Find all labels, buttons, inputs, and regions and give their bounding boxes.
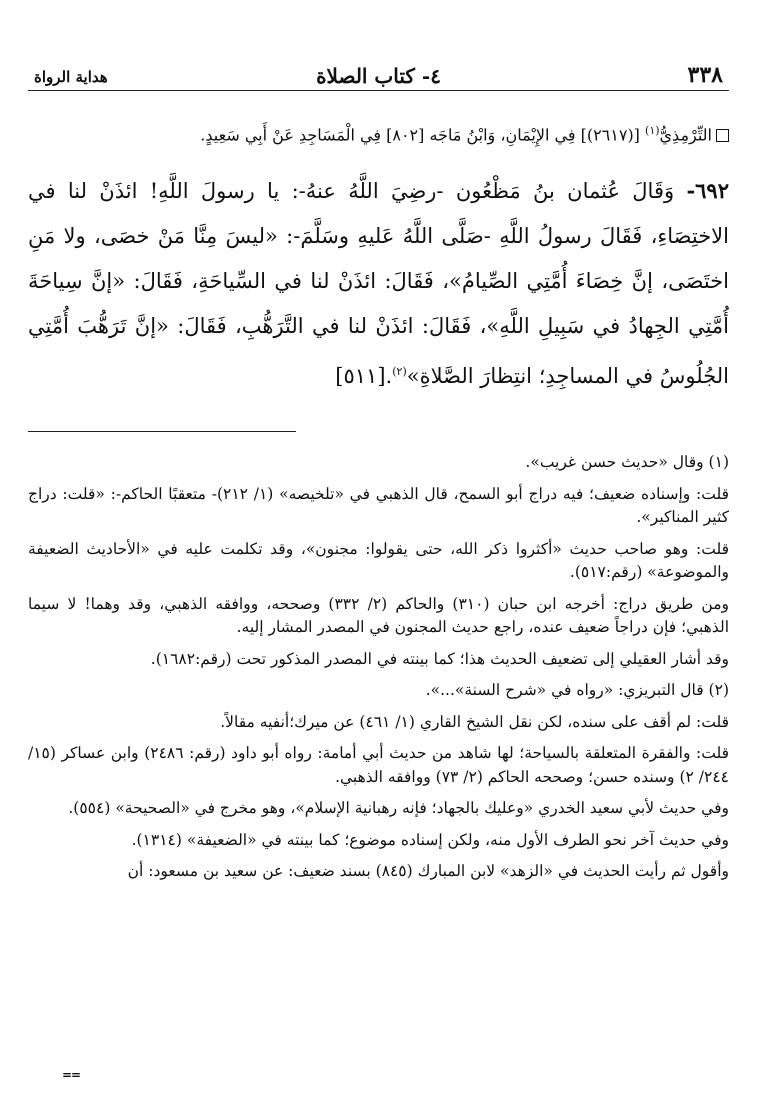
footnote-ref-2: (٢)	[392, 365, 407, 378]
footnote-paragraph: قلت: وإسناده ضعيف؛ فيه دراج أبو السمح، قال الذهبي في «تلخيصه» (١/ ٢١٢)- متعقبًا الحاكم-: «قلت: دراج كثير المناكير».	[28, 484, 729, 526]
footnote-paragraph: ومن طريق دراج: أخرجه ابن حبان (٣١٠) والحاكم (٢/ ٣٣٢) وصححه، ووافقه الذهبي، وقد وهما! لا سيما الذهبي؛ فإن دراجاً ضعيف عنده، راجع حديث المجنون في المصدر المشار إليه.	[28, 594, 730, 636]
footnote-paragraph: (١) وقال «حديث حسن غريب».	[525, 453, 729, 471]
continuation-mark: ==	[62, 1068, 81, 1082]
footnote-paragraph: قلت: وهو صاحب حديث «أكثروا ذكر الله، حتى يقولوا: مجنون»، وقد تكلمت عليه في «الأحاديث الضعيفة والموضوعة» (رقم:٥١٧).	[28, 539, 729, 581]
hadith-text: وَقَالَ عُثمان بنُ مَظْعُون -رضِيَ اللَّهُ عنهُ-: يا رسولَ اللَّهِ! ائذَنْ لنا في الاختِصَاءِ، فَقَالَ رسولُ اللَّهِ -صَلَّى اللَّهُ عَليهِ وسَلَّمَ-: «ليسَ مِنَّا مَنْ خصَى، ولا مَنِ اختَصَى، إنَّ خِصَاءَ أُمَّتِي الصِّيامُ»، فَقَالَ: ائذَنْ لنا في السِّياحَةِ، فَقَالَ: «إنَّ سِياحَةَ أُمَّتِي الجِهادُ في سَبِيلِ اللَّهِ»، فَقَالَ: ائذَنْ لنا في التَّرَهُّبِ، فَقَالَ: «إنَّ تَرَهُّبَ أُمَّتِي الجُلُوسُ في المساجِدِ؛ انتِظارَ الصَّلاةِ»	[28, 179, 729, 388]
document-page	[28, 0, 729, 1094]
footnote-paragraph: (٢) قال التبريزي: «رواه في «شرح السنة»...».	[425, 681, 729, 699]
source-text: التِّرْمِذِيُّ	[659, 125, 712, 145]
book-title: هداية الرواة	[34, 68, 108, 86]
page-header	[28, 62, 729, 98]
hadith-number: ٦٩٢-	[686, 178, 729, 203]
source-line	[28, 118, 729, 148]
footnote-paragraph: وفي حديث لأبي سعيد الخدري «وعليك بالجهاد؛ فإنه رهبانية الإسلام»، وهو مخرج في «الصحيحة» (٥٥٤).	[68, 799, 729, 817]
hadith-reference: .[٥١١]	[335, 364, 393, 388]
header-divider	[28, 90, 729, 91]
footnote-paragraph: قلت: لم أقف على سنده، لكن نقل الشيخ القاري (١/ ٤٦١) عن ميرك؛أنفيه مقالاً.	[220, 712, 729, 731]
footnote-ref-1: (١)	[645, 124, 660, 137]
square-bullet-icon	[716, 129, 729, 142]
footnote-paragraph: وقد أشار العقيلي إلى تضعيف الحديث هذا؛ كما بينته في المصدر المذكور تحت (رقم:١٦٨٢).	[150, 649, 729, 668]
hadith-block	[28, 168, 729, 399]
footnotes	[28, 451, 729, 892]
footnote-paragraph: قلت: والفقرة المتعلقة بالسياحة؛ لها شاهد من حديث أبي أمامة: رواه أبو داود (رقم: ٢٤٨٦) وابن عساكر (١٥/ ٢٤٤/ ٢) وسنده حسن؛ وصححه الحاكم (٢/ ٧٣) ووافقه الذهبي.	[28, 744, 729, 786]
footnote-paragraph: وفي حديث آخر نحو الطرف الأول منه، ولكن إسناده موضوع؛ كما بينته في «الضعيفة» (١٣١٤).	[131, 830, 729, 849]
chapter-title: ٤- كتاب الصلاة	[316, 64, 441, 88]
source-rest: [(٢٦١٧)] فِي الإِيْمَانِ، وَابْنُ مَاجَه [٨٠٢] فِي الْمَسَاجِدِ عَنْ أَبِي سَعِيدٍ.	[200, 125, 646, 145]
footnote-paragraph: وأقول ثم رأيت الحديث في «الزهد» لابن المبارك (٨٤٥) بسند ضعيف: عن سعيد بن مسعود: أن	[127, 862, 729, 880]
page-number: ٣٣٨	[687, 62, 723, 88]
footnote-divider	[28, 431, 296, 432]
